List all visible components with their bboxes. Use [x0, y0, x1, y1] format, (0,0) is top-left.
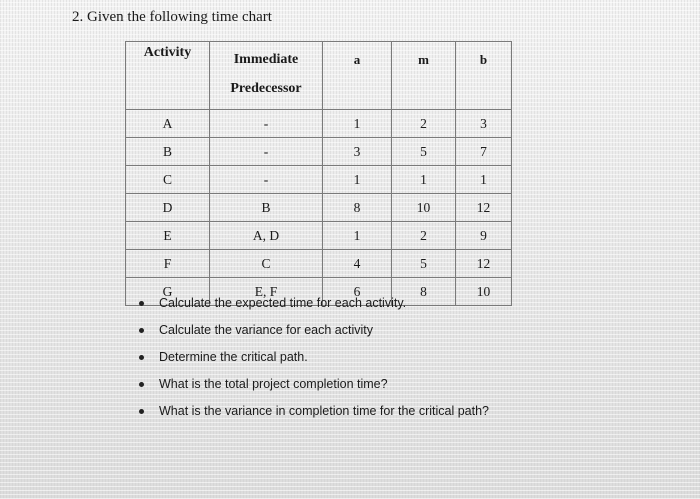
cell-a: 1: [323, 110, 392, 138]
cell-a: 4: [323, 250, 392, 278]
task-text: What is the variance in completion time for the critical path?: [159, 404, 490, 418]
cell-b: 12: [456, 194, 512, 222]
cell-activity: F: [126, 250, 210, 278]
task-text: Calculate the variance for each activity: [159, 323, 373, 337]
list-item: [132, 399, 489, 426]
table-row: [126, 110, 512, 138]
table-row: [126, 138, 512, 166]
table-header-row: [126, 42, 512, 110]
cell-predecessor: -: [210, 138, 323, 166]
bullet-icon: [139, 409, 144, 414]
question-heading: 2. Given the following time chart: [72, 9, 272, 25]
bullet-icon: [139, 301, 144, 306]
cell-activity: E: [126, 222, 210, 250]
task-text: What is the total project completion time?: [159, 377, 388, 391]
cell-m: 8: [392, 278, 456, 306]
list-item: [132, 318, 489, 345]
cell-b: 12: [456, 250, 512, 278]
cell-m: 5: [392, 250, 456, 278]
cell-m: 2: [392, 222, 456, 250]
table-row: [126, 166, 512, 194]
header-b: b: [456, 42, 512, 110]
cell-m: 2: [392, 110, 456, 138]
cell-a: 3: [323, 138, 392, 166]
table-row: [126, 250, 512, 278]
cell-predecessor: B: [210, 194, 323, 222]
cell-a: 6: [323, 278, 392, 306]
list-item: [132, 372, 489, 399]
cell-a: 1: [323, 166, 392, 194]
cell-m: 1: [392, 166, 456, 194]
header-predecessor-line2: Predecessor: [230, 81, 302, 96]
bullet-icon: [139, 328, 144, 333]
cell-activity: G: [126, 278, 210, 306]
cell-b: 9: [456, 222, 512, 250]
table-row: [126, 222, 512, 250]
cell-predecessor: E, F: [210, 278, 323, 306]
cell-predecessor: A, D: [210, 222, 323, 250]
cell-b: 3: [456, 110, 512, 138]
cell-activity: C: [126, 166, 210, 194]
cell-predecessor: -: [210, 110, 323, 138]
header-predecessor: [210, 42, 323, 110]
task-list: [132, 291, 489, 426]
cell-predecessor: C: [210, 250, 323, 278]
header-activity: Activity: [126, 42, 210, 110]
cell-activity: D: [126, 194, 210, 222]
cell-activity: A: [126, 110, 210, 138]
bullet-icon: [139, 382, 144, 387]
time-chart-table: [125, 41, 512, 306]
cell-b: 10: [456, 278, 512, 306]
task-text: Determine the critical path.: [159, 350, 308, 364]
table-row: [126, 194, 512, 222]
header-a: a: [323, 42, 392, 110]
task-text: Calculate the expected time for each activity.: [159, 296, 407, 310]
list-item: [132, 291, 489, 318]
cell-b: 7: [456, 138, 512, 166]
cell-m: 5: [392, 138, 456, 166]
list-item: [132, 345, 489, 372]
cell-b: 1: [456, 166, 512, 194]
cell-predecessor: -: [210, 166, 323, 194]
cell-a: 8: [323, 194, 392, 222]
header-m: m: [392, 42, 456, 110]
cell-a: 1: [323, 222, 392, 250]
header-predecessor-line1: Immediate: [233, 52, 299, 67]
cell-m: 10: [392, 194, 456, 222]
cell-activity: B: [126, 138, 210, 166]
bullet-icon: [139, 355, 144, 360]
